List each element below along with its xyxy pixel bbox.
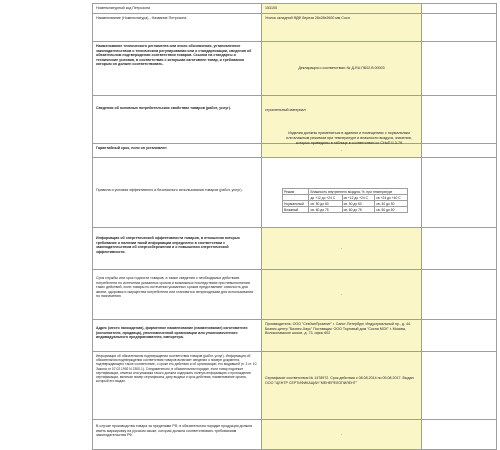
row-value: Декларация о соответствии: № Д-RU.ПБ02.В.00003 <box>262 42 422 95</box>
table-row <box>92 419 496 450</box>
row-label: Номенклатурный код Петрозона <box>92 4 262 13</box>
row-value: 153105 <box>262 4 422 13</box>
value-cell: св. 50 до 60 <box>375 207 408 213</box>
row-label: Адрес (место нахождения), фирменное наименование (наименование) изготовителя (исполнителя, продавца), уполномоченной организации или уполномоченного индивидуального предпринимателя, импортера. <box>92 320 262 351</box>
table-row <box>92 41 496 95</box>
right-border <box>496 3 497 450</box>
usage-note: Изделия должны применяться в зданиях и помещениях с нормальным или влажным режимом при температуре и влажности воздуха, значения, которых приведены в таблице в соответствии со СНиП II-3-79 <box>286 131 412 146</box>
value-cell: св. 50 до 60 <box>342 201 375 207</box>
row-value: Уголок складной ФДФ береза 28х28х2600 мм Сосн <box>262 14 422 41</box>
row-value: строительный материал <box>262 96 422 143</box>
row-label: Информация об энергетической эффективности товаров, в отношении которых требование о наличии такой информации определено в соответствии с законодательством об энергосбережении и о повышении энергетической эффективности. <box>92 228 262 269</box>
temp-col: св +24 до +40 С <box>375 195 408 201</box>
row-label: Наименование (Номенклатура) - Название Петрозона <box>92 14 262 41</box>
mode-cell: Нормальный <box>283 201 309 207</box>
row-label: В случае производства товара за пределами РФ, в обязательном порядке продукция должна иметь маркировку на русском языке, которая должна соответствовать требованиям законодательства РФ. <box>92 420 262 449</box>
row-label: Информация об обязательном подтверждении соответствия товаров (работ, услуг). Информация об обязательном подтверждении соответствия товаров включает сведения о номере документа, подтверждающего такое соответствие, о сроке его действия и об организации, его выдавшей (п. 3 ст. 10 Закона от 07.02.1992 N 2300-1). Следовательно, в обязательном порядке, если товар подлежит сертификации, отметка или упаковка такого должна содержать полную информацию о прохождении сертификации, включая номер сертификата, дату выдачи и срок действия, наименование органа, который его выдал. <box>92 352 262 419</box>
value-cell: св. 60 до 75 <box>309 207 342 213</box>
header-mode: Режим <box>283 189 309 195</box>
row-value: - <box>262 228 422 269</box>
temp-col: св +12 до +24 С <box>342 195 375 201</box>
table-row <box>92 351 496 419</box>
row-value: Сертификат соответствия № 1478972. Срок действия с 08.08.2014 по 05.08.2017. Выдан ООО "ЦЕНТР СЕРТИФИКАЦИИ "МЕНЕРЕЛОПИЛЕНТ" <box>262 352 422 419</box>
humidity-table <box>282 188 408 213</box>
header-humidity: Влажность внутреннего воздуха, %, при температуре <box>309 189 408 195</box>
row-value: - <box>262 420 422 449</box>
table-row <box>92 227 496 269</box>
row-value: Производитель: ООО "СевЗапПромлит" г. Санкт-Петербург, Индустриальный пр., д. 44. Бизнес-центр "Бизнес-Хаус" Поставщик: ООО Торговый дом "Сосна МСК" г. Москва, Волоколамское шоссе, д. 73, офис 602 <box>262 320 422 351</box>
table-row <box>92 3 496 13</box>
row-value: - <box>262 144 422 157</box>
mode-cell: Влажный <box>283 207 309 213</box>
value-cell: св. 40 до 50 <box>375 201 408 207</box>
value-cell: св. 60 до 75 <box>342 207 375 213</box>
temp-col: до +12 до +24 С <box>309 195 342 201</box>
row-label: Правила и условия эффективного и безопасного использования товаров (работ, услуг). <box>92 158 262 227</box>
value-cell: св. 50 до 60 <box>309 201 342 207</box>
row-value: - <box>262 270 422 319</box>
row-label: Наименование технического регламента или иного обозначения, установленное законодательством о техническом регулировании или о стандартизации, сведения об обязательном подтверждении соответствия товаров. Ссылки на стандарты и технические условия, в соответствии с которыми изготовлен товар, и требования которым он должен соответствовать. <box>92 42 262 95</box>
product-info-sheet <box>92 3 496 450</box>
table-row <box>92 13 496 41</box>
table-row <box>92 269 496 319</box>
row-label: Срок службы или срок годности товаров, а также сведения о необходимых действиях потребителя по истечении указанных сроков и возможных последствиях при невыполнении таких действий, если товары по истечении указанных сроков представляют опасность для жизни, здоровья и имущества потребителя или становятся непригодными для использования по назначению <box>92 270 262 319</box>
row-label: Сведения об основных потребительских свойствах товаров (работ, услуг). <box>92 96 262 143</box>
table-row <box>92 319 496 351</box>
row-label: Гарантийный срок, если он установлен <box>92 144 262 157</box>
